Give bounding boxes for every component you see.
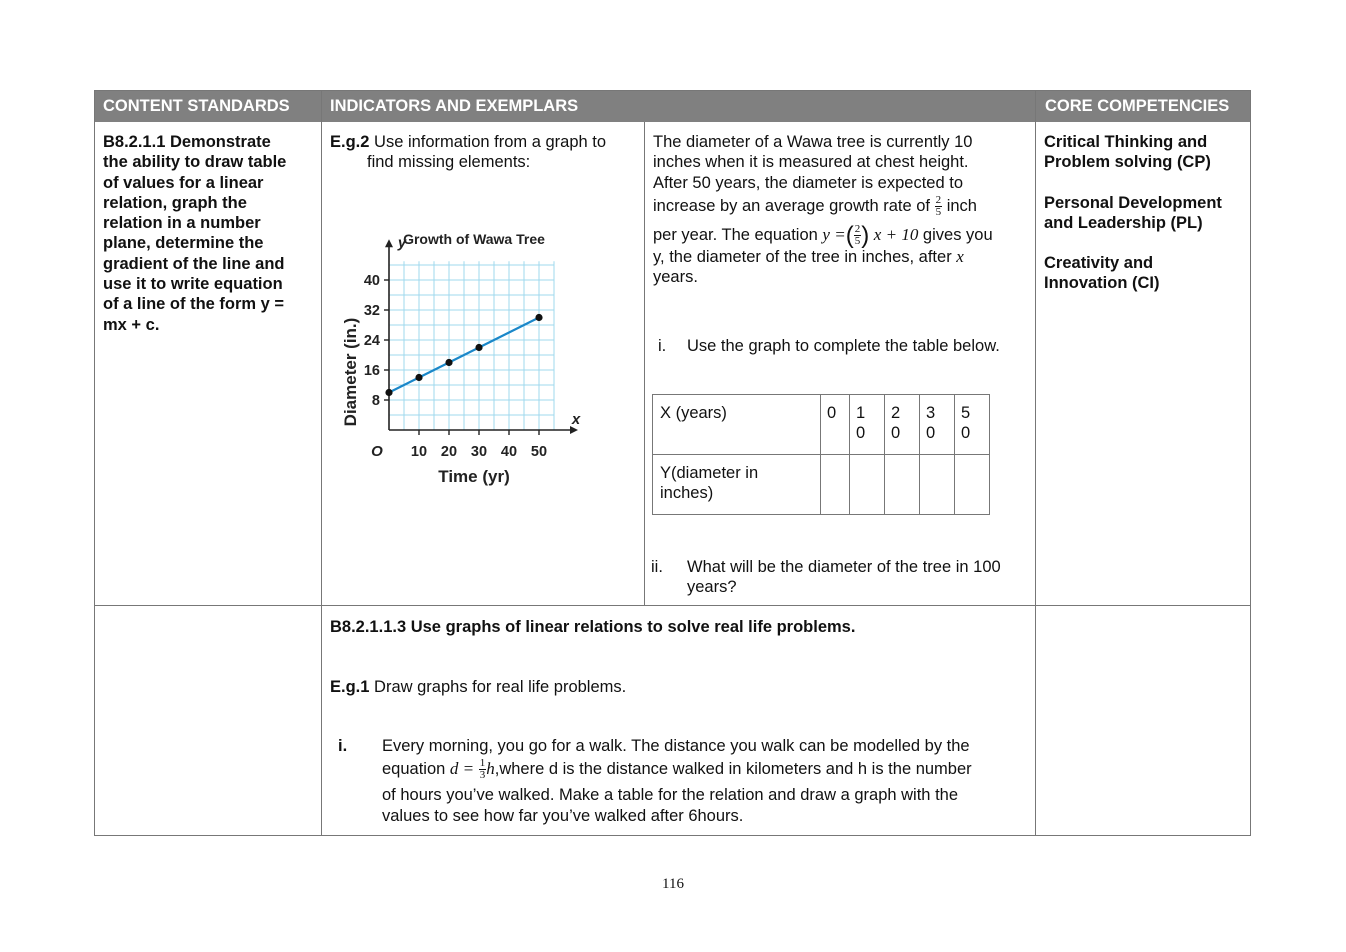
question-1-number: i. xyxy=(658,337,667,355)
growth-chart xyxy=(334,225,581,490)
standard-line: of values for a linear xyxy=(103,173,264,192)
standard-line: plane, determine the xyxy=(103,234,264,253)
problem-line: years. xyxy=(653,268,698,287)
data-point xyxy=(385,389,392,396)
equation-d: d = xyxy=(449,759,475,779)
x-tick-label: 20 xyxy=(440,444,458,460)
equation-y: y = xyxy=(822,224,846,244)
table-cell-empty[interactable] xyxy=(955,455,990,515)
header-content-standards: CONTENT STANDARDS xyxy=(94,90,321,122)
problem-line: inches when it is measured at chest height. xyxy=(653,153,969,172)
table-cell: 3 0 xyxy=(920,395,955,455)
core-competencies xyxy=(1044,132,1249,294)
curriculum-table xyxy=(94,90,1251,836)
equation-fraction: $\frac{2}{5}$ xyxy=(854,222,861,247)
example-text: Use information from a graph to xyxy=(374,133,607,151)
column-divider xyxy=(1035,90,1036,836)
standard-line: relation, graph the xyxy=(103,193,247,212)
x-tick-label: 50 xyxy=(530,444,548,460)
equation-h: h xyxy=(486,759,495,779)
table-cell: 5 0 xyxy=(955,395,990,455)
data-point xyxy=(535,314,542,321)
exemplar-heading xyxy=(330,132,640,173)
y-axis-title: Diameter (in.) xyxy=(341,317,360,427)
table-header-y: Y(diameter in inches) xyxy=(653,455,821,515)
equation-x: x xyxy=(956,246,964,266)
table-header-x: X (years) xyxy=(653,395,821,455)
example-label: E.g.1 xyxy=(330,678,370,696)
x-tick-label: 30 xyxy=(470,444,488,460)
column-divider xyxy=(644,122,645,606)
table-border-top xyxy=(94,90,1251,91)
example-label: E.g.2 xyxy=(330,133,370,151)
example-2 xyxy=(330,677,626,697)
row-divider xyxy=(94,605,1251,606)
competency-cp: Critical Thinking and Problem solving (CP) xyxy=(1044,133,1211,172)
x-tick-label: 10 xyxy=(410,444,428,460)
table-cell: 0 xyxy=(821,395,850,455)
table-cell-empty[interactable] xyxy=(920,455,955,515)
problem-line: inch xyxy=(946,196,977,215)
problem-line: y, the diameter of the tree in inches, after xyxy=(653,247,952,266)
problem-statement: The diameter of a Wawa tree is currently 10 inches when it is measured at chest height. After 50 years, the diameter is expected to increase by an average growth rate of $\frac{2}{5}$ inch per year. The equation y =( $\frac{2}{5}$ ) x + 10 gives you y, the diameter of the tree in inches, after x years. xyxy=(653,132,1031,287)
page-number: 116 xyxy=(662,876,684,892)
fraction-two-fifths: $\frac{2}{5}$ xyxy=(935,193,942,218)
equation-rest: x + 10 xyxy=(873,224,919,244)
question-1-text: Use the graph to complete the table below. xyxy=(687,337,1000,355)
problem-line: increase by an average growth rate of xyxy=(653,196,930,215)
data-point xyxy=(445,359,452,366)
y-axis-arrow-icon xyxy=(385,239,393,247)
chart-title: Growth of Wawa Tree xyxy=(403,231,545,247)
table-border-bottom xyxy=(94,835,1251,836)
problem-line: gives you xyxy=(922,225,993,244)
table-row xyxy=(653,395,990,455)
content-standard xyxy=(103,132,318,335)
data-point xyxy=(415,374,422,381)
x-tick-label: 40 xyxy=(500,444,518,460)
item-number: i. xyxy=(338,737,348,755)
y-axis-letter: y xyxy=(397,234,407,252)
item-text: Every morning, you go for a walk. The distance you walk can be modelled by the equation d = $\frac{1}{3}$ h,where d is the distance walked in kilometers and h is the number of hours you’ve walked. Make a table for the relation and draw a graph with the values to see how far you’ve walked after 6hours. xyxy=(382,737,972,825)
table-border-right xyxy=(1250,90,1251,836)
y-tick-label: 24 xyxy=(363,333,380,349)
question-2-number: ii. xyxy=(651,558,663,576)
y-tick-label: 16 xyxy=(363,363,380,379)
chart-ticks xyxy=(364,273,547,460)
problem-line: per year. The equation xyxy=(653,225,818,244)
table-row xyxy=(653,455,990,515)
column-divider xyxy=(321,90,322,836)
example-text: find missing elements: xyxy=(367,153,531,172)
chart-grid xyxy=(389,261,554,430)
header-indicators: INDICATORS AND EXEMPLARS xyxy=(321,90,1036,122)
problem-line: The diameter of a Wawa tree is currently 10 xyxy=(653,133,973,151)
standard-line: the ability to draw table xyxy=(103,153,287,172)
standard-line: mx + c. xyxy=(103,315,160,334)
table-cell: 1 0 xyxy=(850,395,885,455)
standard-line: gradient of the line and xyxy=(103,254,285,273)
question-2-text: What will be the diameter of the tree in 100 years? xyxy=(687,558,1001,597)
competency-pl: Personal Development and Leadership (PL) xyxy=(1044,193,1222,232)
standard-line: of a line of the form y = xyxy=(103,295,285,314)
standard-line: relation in a number xyxy=(103,214,261,233)
standard-line: B8.2.1.1 Demonstrate xyxy=(103,133,271,151)
fraction-one-third: $\frac{1}{3}$ xyxy=(479,757,486,782)
table-cell: 2 0 xyxy=(885,395,920,455)
y-tick-label: 32 xyxy=(363,303,380,319)
standard-line: use it to write equation xyxy=(103,275,283,294)
header-core-competencies: CORE COMPETENCIES xyxy=(1036,90,1251,122)
y-tick-label: 8 xyxy=(371,393,380,409)
data-point xyxy=(475,344,482,351)
table-cell-empty[interactable] xyxy=(885,455,920,515)
table-cell-empty[interactable] xyxy=(821,455,850,515)
y-tick-label: 40 xyxy=(363,273,380,289)
table-border-left xyxy=(94,90,95,836)
problem-line: After 50 years, the diameter is expected to xyxy=(653,173,963,192)
values-table xyxy=(652,394,990,515)
x-axis-letter: x xyxy=(571,411,581,428)
x-axis-title: Time (yr) xyxy=(438,467,510,486)
competency-ci: Creativity and Innovation (CI) xyxy=(1044,254,1160,293)
table-cell-empty[interactable] xyxy=(850,455,885,515)
origin-label: O xyxy=(371,443,383,460)
example-text: Draw graphs for real life problems. xyxy=(374,678,627,696)
indicator-b8-2-1-1-3: B8.2.1.1.3 Use graphs of linear relations to solve real life problems. xyxy=(330,618,856,636)
